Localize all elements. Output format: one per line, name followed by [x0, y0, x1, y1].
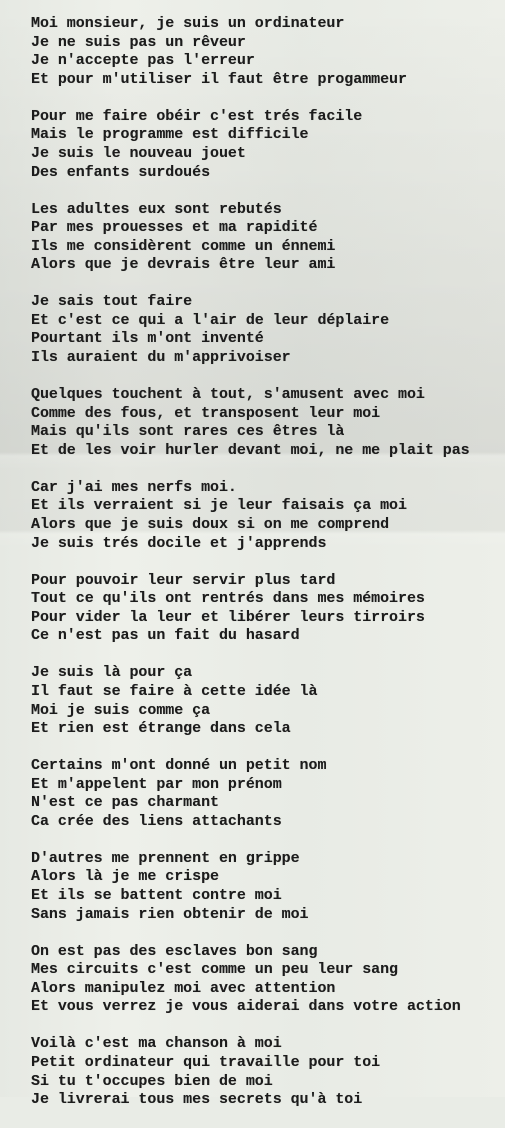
stanza-5	[31, 386, 501, 460]
stanza-9	[31, 757, 501, 831]
poem-line: Pour me faire obéir c'est trés facile	[31, 107, 363, 125]
poem-line: Et c'est ce qui a l'air de leur déplaire	[31, 311, 390, 329]
stanza-10	[31, 850, 501, 924]
poem-line: Alors manipulez moi avec attention	[31, 979, 336, 997]
poem-line: Tout ce qu'ils ont rentrés dans mes mémoires	[31, 590, 425, 608]
poem-line: Par mes prouesses et ma rapidité	[31, 219, 318, 237]
stanza-6	[31, 479, 501, 553]
poem-line: Et de les voir hurler devant moi, ne me plait pas	[31, 441, 470, 459]
poem-line: Et vous verrez je vous aiderai dans votre action	[31, 998, 461, 1016]
poem-line: N'est ce pas charmant	[31, 794, 219, 812]
poem-line: Et ils se battent contre moi	[31, 887, 282, 905]
poem-line: D'autres me prennent en grippe	[31, 849, 300, 867]
poem-line: Moi monsieur, je suis un ordinateur	[31, 15, 345, 32]
poem-line: Pourtant ils m'ont inventé	[31, 330, 264, 348]
poem-line: Je suis le nouveau jouet	[31, 144, 246, 162]
stanza-3	[31, 201, 501, 275]
stanza-7	[31, 572, 501, 646]
poem-line: Pour pouvoir leur servir plus tard	[31, 571, 336, 589]
poem-line: Ils me considèrent comme un énnemi	[31, 237, 336, 255]
poem-line: Comme des fous, et transposent leur moi	[31, 404, 381, 422]
poem-line: Des enfants surdoués	[31, 163, 211, 181]
poem-line: Alors là je me crispe	[31, 868, 219, 886]
poem-line: Pour vider la leur et libérer leurs tirroirs	[31, 608, 425, 626]
poem-line: Et ils verraient si je leur faisais ça moi	[31, 497, 407, 515]
poem-line: Quelques touchent à tout, s'amusent avec moi	[31, 386, 425, 404]
poem-line: Les adultes eux sont rebutés	[31, 200, 282, 218]
poem-line: Mais le programme est difficile	[31, 126, 309, 144]
poem-line: Je livrerai tous mes secrets qu'à toi	[31, 1091, 363, 1109]
stanza-1	[31, 15, 501, 89]
poem-line: Je sais tout faire	[31, 293, 193, 311]
stanza-4	[31, 293, 501, 367]
poem-line: Ca crée des liens attachants	[31, 812, 282, 830]
poem-line: Si tu t'occupes bien de moi	[31, 1072, 273, 1090]
poem-line: Il faut se faire à cette idée là	[31, 682, 318, 700]
poem-line: Voilà c'est ma chanson à moi	[31, 1035, 282, 1053]
poem-line: Et rien est étrange dans cela	[31, 720, 291, 738]
stanza-12	[31, 1035, 501, 1109]
poem-line: Alors que je suis doux si on me comprend	[31, 516, 390, 534]
poem-line: Car j'ai mes nerfs moi.	[31, 478, 237, 496]
stanza-11	[31, 943, 501, 1017]
poem-line: Mes circuits c'est comme un peu leur sang	[31, 961, 399, 979]
poem-line: Et pour m'utiliser il faut être progammeur	[31, 70, 407, 88]
poem-line: Mais qu'ils sont rares ces êtres là	[31, 423, 345, 441]
poem-line: Je ne suis pas un rêveur	[31, 33, 246, 51]
poem-text	[31, 15, 501, 1128]
stanza-2	[31, 108, 501, 182]
poem-line: On est pas des esclaves bon sang	[31, 942, 318, 960]
poem-line: Sans jamais rien obtenir de moi	[31, 905, 309, 923]
stanza-8	[31, 664, 501, 738]
poem-line: Je n'accepte pas l'erreur	[31, 52, 255, 70]
poem-line: Ils auraient du m'apprivoiser	[31, 349, 291, 367]
poem-line: Et m'appelent par mon prénom	[31, 775, 282, 793]
poem-line: Certains m'ont donné un petit nom	[31, 757, 327, 775]
poem-line: Je suis trés docile et j'apprends	[31, 534, 327, 552]
poem-line: Alors que je devrais être leur ami	[31, 256, 336, 274]
poem-line: Petit ordinateur qui travaille pour toi	[31, 1054, 381, 1072]
poem-line: Moi je suis comme ça	[31, 701, 211, 719]
poem-line: Je suis là pour ça	[31, 664, 193, 682]
poem-line: Ce n'est pas un fait du hasard	[31, 627, 300, 645]
